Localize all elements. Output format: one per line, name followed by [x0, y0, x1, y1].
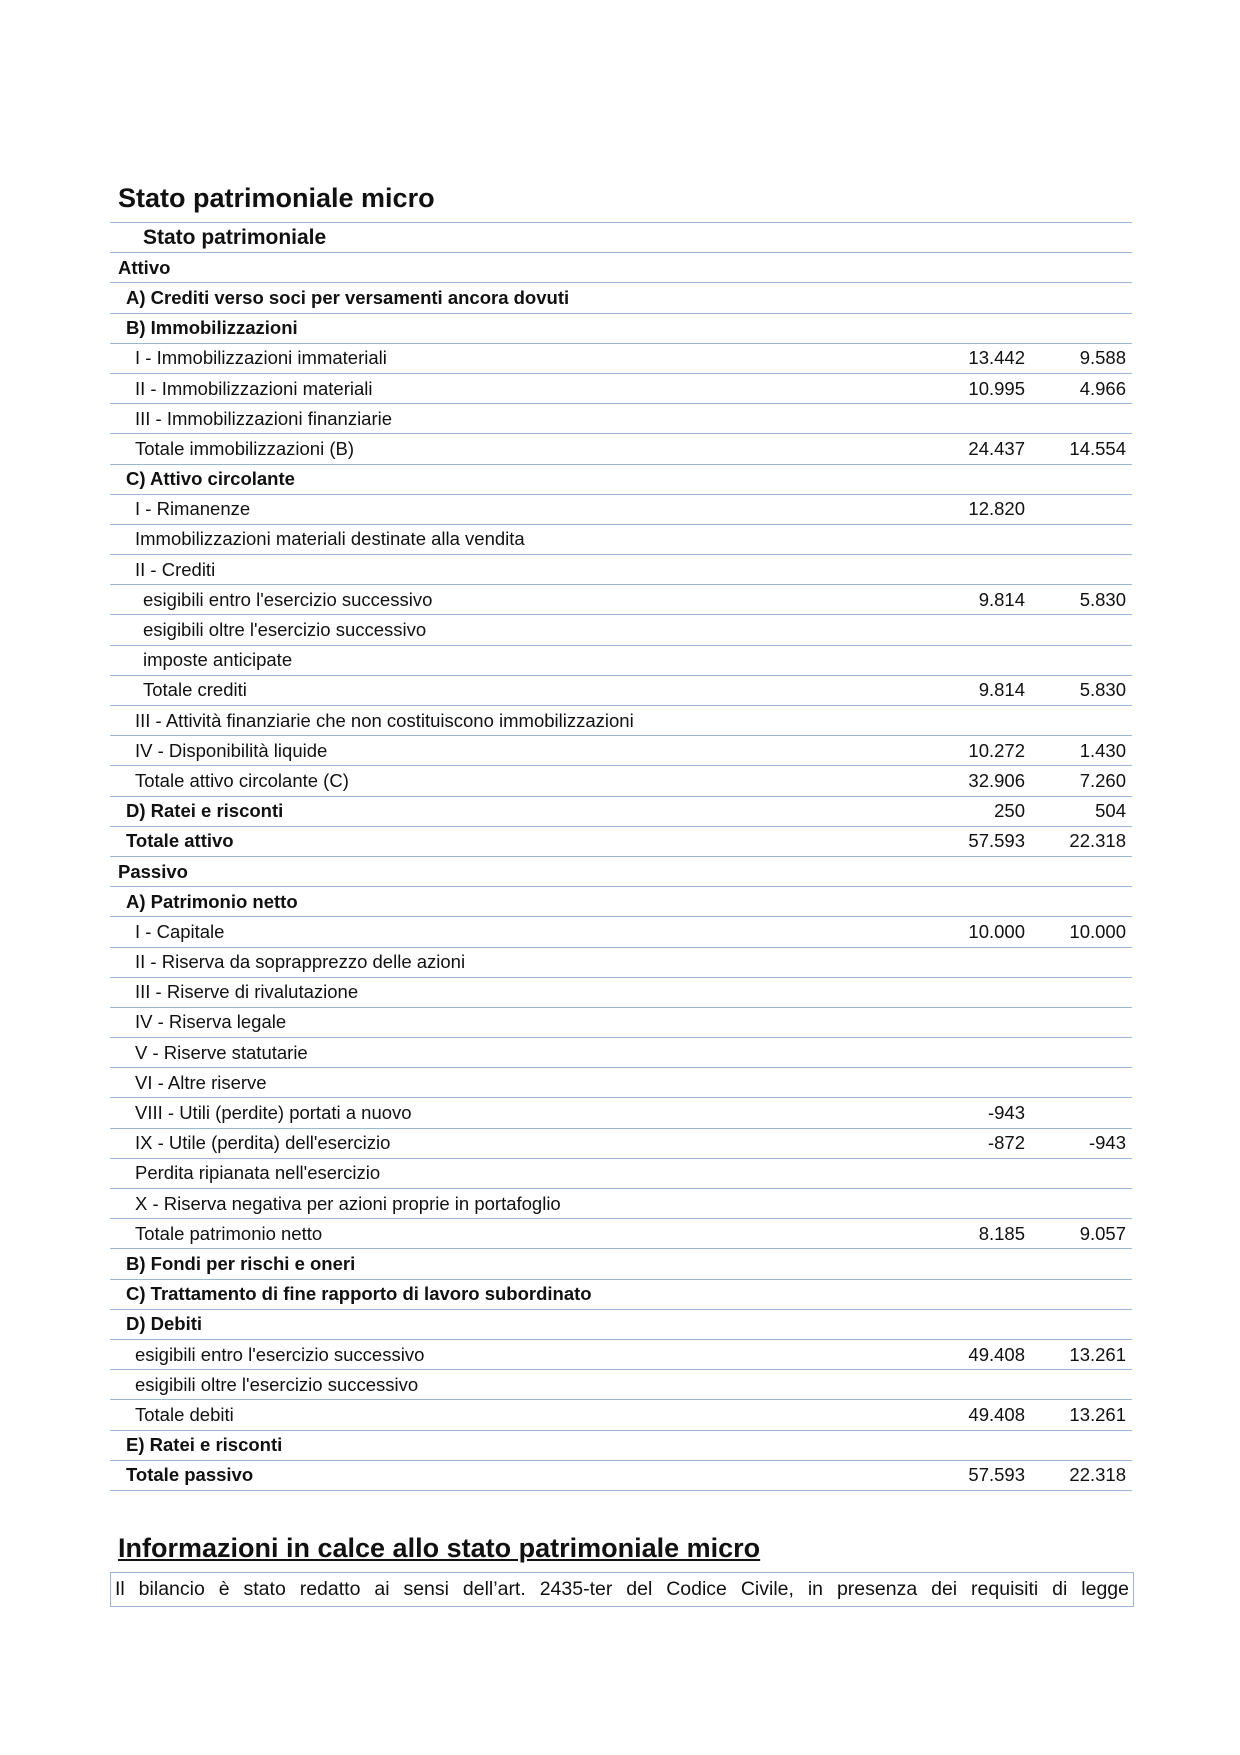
- row-value-current: 12.820: [883, 494, 1025, 524]
- row-value-previous: [1025, 555, 1132, 585]
- row-value-previous: 5.830: [1025, 585, 1132, 615]
- row-value-current: [883, 1007, 1025, 1037]
- row-value-previous: [1025, 1279, 1132, 1309]
- row-value-previous: 13.261: [1025, 1339, 1132, 1369]
- row-value-current: [883, 555, 1025, 585]
- row-label: esigibili oltre l'esercizio successivo: [110, 1370, 883, 1400]
- row-value-current: 24.437: [883, 434, 1025, 464]
- row-value-previous: [1025, 1038, 1132, 1068]
- row-label: esigibili entro l'esercizio successivo: [110, 585, 883, 615]
- row-value-previous: [1025, 524, 1132, 554]
- row-label: IV - Riserva legale: [110, 1007, 883, 1037]
- row-label: III - Attività finanziarie che non costituiscono immobilizzazioni: [110, 706, 883, 736]
- row-label: X - Riserva negativa per azioni proprie in portafoglio: [110, 1189, 883, 1219]
- row-value-previous: [1025, 404, 1132, 434]
- table-row: [110, 977, 1132, 1007]
- row-label: Passivo: [110, 856, 883, 886]
- row-label: Totale immobilizzazioni (B): [110, 434, 883, 464]
- row-value-current: -943: [883, 1098, 1025, 1128]
- row-label: A) Crediti verso soci per versamenti ancora dovuti: [110, 283, 883, 313]
- row-label: D) Debiti: [110, 1309, 883, 1339]
- table-row: [110, 1007, 1132, 1037]
- row-value-current: [883, 706, 1025, 736]
- row-value-current: 10.000: [883, 917, 1025, 947]
- row-value-previous: 9.588: [1025, 343, 1132, 373]
- row-value-previous: 14.554: [1025, 434, 1132, 464]
- row-label: Totale debiti: [110, 1400, 883, 1430]
- row-label: Totale passivo: [110, 1460, 883, 1490]
- table-row: [110, 856, 1132, 886]
- row-value-previous: [1025, 645, 1132, 675]
- table-row: [110, 1219, 1132, 1249]
- row-label: Totale attivo circolante (C): [110, 766, 883, 796]
- row-value-current: [883, 313, 1025, 343]
- table-row: [110, 253, 1132, 283]
- balance-sheet-table: [110, 222, 1132, 1491]
- table-row: [110, 404, 1132, 434]
- row-value-previous: [1025, 1189, 1132, 1219]
- row-value-previous: [1025, 615, 1132, 645]
- row-value-current: 9.814: [883, 585, 1025, 615]
- row-value-previous: [1025, 283, 1132, 313]
- row-value-previous: 1.430: [1025, 736, 1132, 766]
- row-label: Attivo: [110, 253, 883, 283]
- row-value-previous: [1025, 313, 1132, 343]
- notes-text: Il bilancio è stato redatto ai sensi dell’art. 2435-ter del Codice Civile, in presenza dei requisiti di legge: [115, 1578, 1129, 1600]
- row-value-current: [883, 977, 1025, 1007]
- row-value-previous: 7.260: [1025, 766, 1132, 796]
- row-value-current: [883, 253, 1025, 283]
- table-header-row: [110, 223, 1132, 253]
- row-value-current: 49.408: [883, 1339, 1025, 1369]
- row-value-current: 57.593: [883, 826, 1025, 856]
- table-row: [110, 1309, 1132, 1339]
- row-value-current: 10.272: [883, 736, 1025, 766]
- row-label: II - Crediti: [110, 555, 883, 585]
- row-label: VIII - Utili (perdite) portati a nuovo: [110, 1098, 883, 1128]
- row-value-previous: [1025, 253, 1132, 283]
- row-label: Totale attivo: [110, 826, 883, 856]
- row-value-previous: 22.318: [1025, 826, 1132, 856]
- table-row: [110, 1128, 1132, 1158]
- row-value-current: [883, 887, 1025, 917]
- table-row: [110, 706, 1132, 736]
- table-row: [110, 524, 1132, 554]
- row-value-current: [883, 1279, 1025, 1309]
- table-row: [110, 766, 1132, 796]
- table-row: [110, 887, 1132, 917]
- row-value-previous: 22.318: [1025, 1460, 1132, 1490]
- row-label: I - Immobilizzazioni immateriali: [110, 343, 883, 373]
- row-value-previous: [1025, 1098, 1132, 1128]
- row-label: V - Riserve statutarie: [110, 1038, 883, 1068]
- row-value-previous: [1025, 1430, 1132, 1460]
- row-value-current: [883, 856, 1025, 886]
- row-value-previous: [1025, 947, 1132, 977]
- table-row: [110, 645, 1132, 675]
- row-label: II - Immobilizzazioni materiali: [110, 373, 883, 403]
- row-value-current: -872: [883, 1128, 1025, 1158]
- row-value-previous: 13.261: [1025, 1400, 1132, 1430]
- section-title: Stato patrimoniale micro: [118, 183, 435, 213]
- table-row: [110, 494, 1132, 524]
- row-value-previous: [1025, 706, 1132, 736]
- row-label: B) Immobilizzazioni: [110, 313, 883, 343]
- row-label: III - Immobilizzazioni finanziarie: [110, 404, 883, 434]
- row-label: D) Ratei e risconti: [110, 796, 883, 826]
- row-value-current: 9.814: [883, 675, 1025, 705]
- row-value-previous: 10.000: [1025, 917, 1132, 947]
- table-row: [110, 796, 1132, 826]
- row-value-current: 57.593: [883, 1460, 1025, 1490]
- table-row: [110, 1430, 1132, 1460]
- table-row: [110, 675, 1132, 705]
- table-row: [110, 1279, 1132, 1309]
- notes-title: Informazioni in calce allo stato patrimoniale micro: [118, 1533, 761, 1563]
- row-value-previous: [1025, 1370, 1132, 1400]
- table-row: [110, 1189, 1132, 1219]
- table-row: [110, 615, 1132, 645]
- row-label: imposte anticipate: [110, 645, 883, 675]
- row-value-previous: 9.057: [1025, 1219, 1132, 1249]
- table-row: [110, 1038, 1132, 1068]
- row-value-previous: [1025, 977, 1132, 1007]
- row-value-current: 8.185: [883, 1219, 1025, 1249]
- row-value-previous: [1025, 1309, 1132, 1339]
- row-value-previous: -943: [1025, 1128, 1132, 1158]
- notes-text-box: [110, 1572, 1134, 1607]
- row-value-current: [883, 1249, 1025, 1279]
- row-value-current: [883, 524, 1025, 554]
- row-value-previous: [1025, 856, 1132, 886]
- table-row: [110, 1249, 1132, 1279]
- row-label: A) Patrimonio netto: [110, 887, 883, 917]
- table-row: [110, 313, 1132, 343]
- table-row: [110, 464, 1132, 494]
- row-value-previous: [1025, 1068, 1132, 1098]
- table-row: [110, 947, 1132, 977]
- row-value-current: [883, 1189, 1025, 1219]
- row-value-current: 49.408: [883, 1400, 1025, 1430]
- row-label: I - Capitale: [110, 917, 883, 947]
- row-value-previous: [1025, 1007, 1132, 1037]
- row-value-current: [883, 1038, 1025, 1068]
- row-value-current: [883, 645, 1025, 675]
- row-value-previous: 504: [1025, 796, 1132, 826]
- row-value-previous: [1025, 1249, 1132, 1279]
- table-row: [110, 434, 1132, 464]
- row-value-previous: [1025, 464, 1132, 494]
- row-label: IV - Disponibilità liquide: [110, 736, 883, 766]
- row-value-current: [883, 615, 1025, 645]
- row-label: I - Rimanenze: [110, 494, 883, 524]
- row-label: Totale crediti: [110, 675, 883, 705]
- row-value-current: 10.995: [883, 373, 1025, 403]
- row-value-current: 32.906: [883, 766, 1025, 796]
- row-value-previous: 4.966: [1025, 373, 1132, 403]
- table-row: [110, 283, 1132, 313]
- row-label: esigibili oltre l'esercizio successivo: [110, 615, 883, 645]
- row-label: E) Ratei e risconti: [110, 1430, 883, 1460]
- row-value-current: [883, 1430, 1025, 1460]
- row-label: Perdita ripianata nell'esercizio: [110, 1158, 883, 1188]
- row-value-current: 250: [883, 796, 1025, 826]
- row-value-current: [883, 947, 1025, 977]
- row-label: esigibili entro l'esercizio successivo: [110, 1339, 883, 1369]
- row-value-current: [883, 464, 1025, 494]
- row-label: Immobilizzazioni materiali destinate alla vendita: [110, 524, 883, 554]
- row-label: III - Riserve di rivalutazione: [110, 977, 883, 1007]
- table-row: [110, 1158, 1132, 1188]
- table-row: [110, 1068, 1132, 1098]
- table-row: [110, 1339, 1132, 1369]
- row-label: C) Attivo circolante: [110, 464, 883, 494]
- table-row: [110, 585, 1132, 615]
- table-row: [110, 1098, 1132, 1128]
- row-value-current: [883, 1158, 1025, 1188]
- row-value-current: [883, 404, 1025, 434]
- row-value-current: [883, 1309, 1025, 1339]
- row-label: IX - Utile (perdita) dell'esercizio: [110, 1128, 883, 1158]
- row-label: C) Trattamento di fine rapporto di lavoro subordinato: [110, 1279, 883, 1309]
- row-label: VI - Altre riserve: [110, 1068, 883, 1098]
- row-value-current: [883, 1068, 1025, 1098]
- row-label: II - Riserva da soprapprezzo delle azioni: [110, 947, 883, 977]
- table-row: [110, 1400, 1132, 1430]
- row-value-current: 13.442: [883, 343, 1025, 373]
- table-header-label: Stato patrimoniale: [110, 223, 883, 253]
- row-value-previous: 5.830: [1025, 675, 1132, 705]
- table-row: [110, 1460, 1132, 1490]
- table-row: [110, 736, 1132, 766]
- row-label: B) Fondi per rischi e oneri: [110, 1249, 883, 1279]
- row-value-current: [883, 283, 1025, 313]
- table-row: [110, 1370, 1132, 1400]
- table-row: [110, 917, 1132, 947]
- row-value-previous: [1025, 1158, 1132, 1188]
- table-row: [110, 373, 1132, 403]
- row-value-previous: [1025, 887, 1132, 917]
- balance-sheet-body: [110, 223, 1132, 1491]
- row-value-current: [883, 1370, 1025, 1400]
- table-header-value-current: [883, 223, 1025, 253]
- table-row: [110, 826, 1132, 856]
- table-header-value-previous: [1025, 223, 1132, 253]
- table-row: [110, 343, 1132, 373]
- table-row: [110, 555, 1132, 585]
- row-label: Totale patrimonio netto: [110, 1219, 883, 1249]
- row-value-previous: [1025, 494, 1132, 524]
